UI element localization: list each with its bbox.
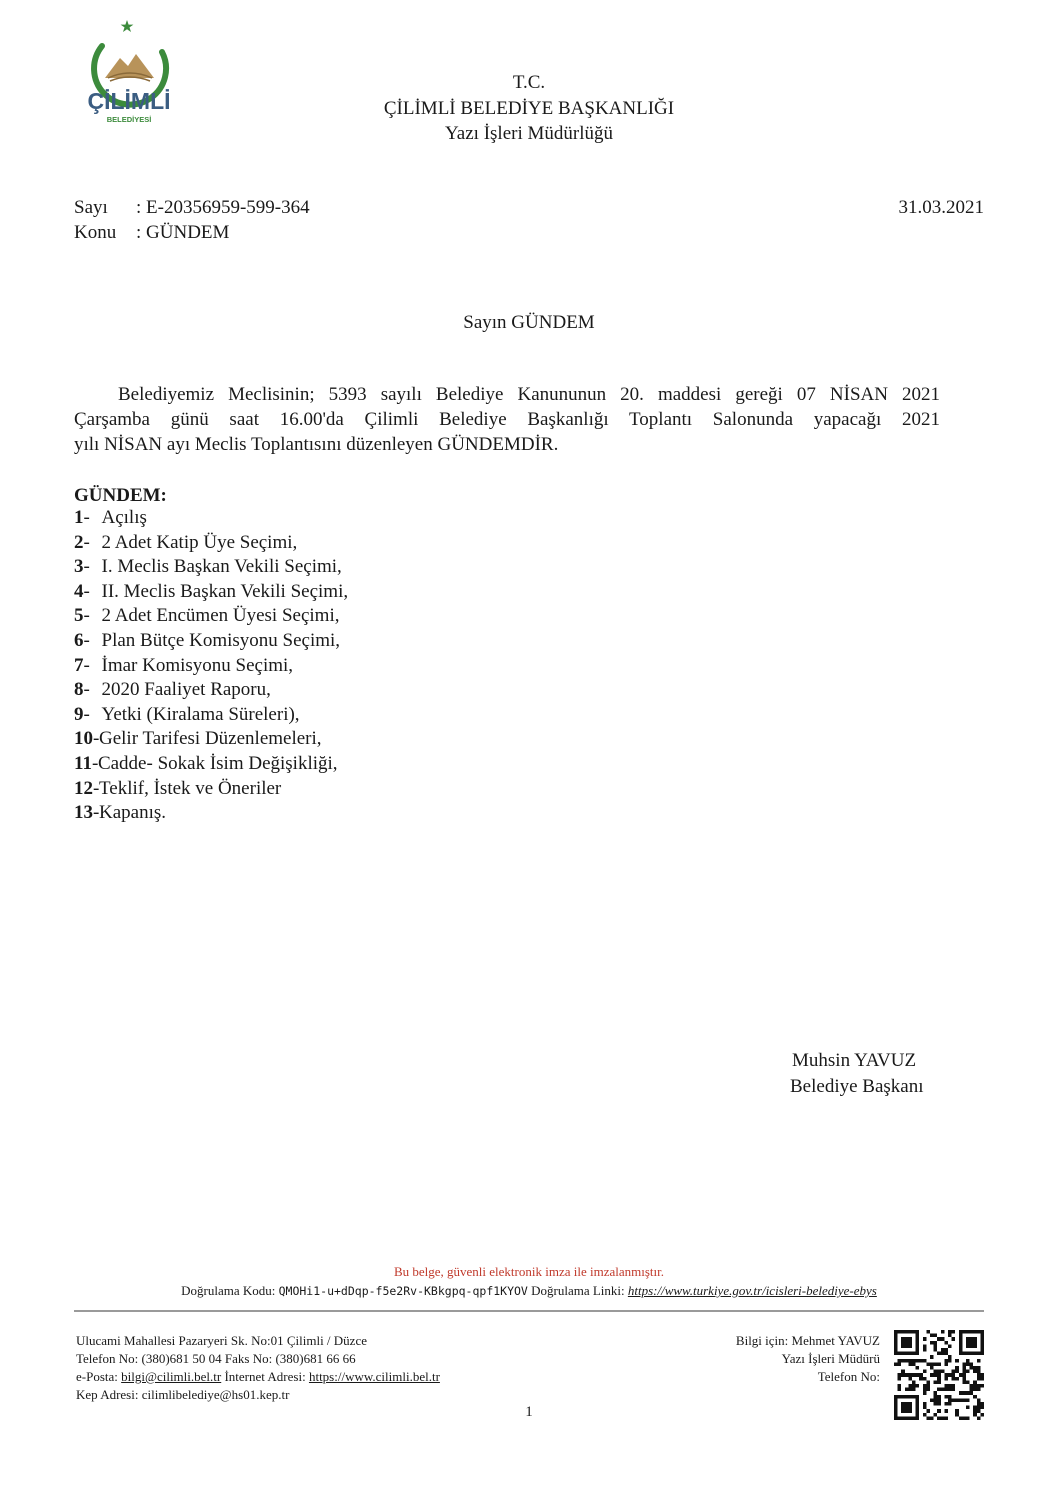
- agenda-item-number: 3: [74, 556, 84, 578]
- verification-link-label: Doğrulama Linki:: [531, 1283, 625, 1298]
- footer-info-phone: Telefon No:: [817, 1369, 880, 1384]
- agenda-item-dash: -: [93, 728, 100, 750]
- agenda-item: [74, 752, 348, 777]
- footer-email-link[interactable]: bilgi@cilimli.bel.tr: [121, 1369, 222, 1384]
- footer-address: Ulucami Mahallesi Pazaryeri Sk. No:01 Çilimli / Düzce: [76, 1333, 367, 1348]
- agenda-item-number: 4: [74, 580, 84, 602]
- agenda-item-dash: -: [93, 777, 100, 799]
- agenda-item-number: 7: [74, 654, 84, 676]
- agenda-item: [74, 777, 348, 802]
- agenda-item-text: Teklif, İstek ve Öneriler: [99, 777, 282, 799]
- footer-info: [736, 1332, 880, 1386]
- agenda-item-dash: -: [91, 752, 99, 774]
- agenda-item: [74, 727, 348, 752]
- verification-line: [0, 1282, 1058, 1300]
- agenda-list: [74, 506, 348, 826]
- footer-kep: Kep Adresi: cilimlibelediye@hs01.kep.tr: [76, 1387, 290, 1402]
- agenda-item-number: 11: [74, 752, 92, 774]
- agenda-item-text: Kapanış.: [99, 802, 167, 824]
- logo-name: ÇİLİMLİ: [87, 88, 171, 114]
- body-line-3: yılı NİSAN ayı Meclis Toplantısını düzenleyen GÜNDEMDİR.: [74, 434, 559, 455]
- agenda-item-text: Açılış: [101, 507, 147, 528]
- agenda-item-dash: -: [83, 531, 90, 553]
- agenda-item-number: 2: [74, 531, 84, 553]
- body-paragraph: [74, 382, 940, 457]
- footer-email-web: [76, 1368, 440, 1386]
- agenda-item-dash: -: [83, 629, 90, 651]
- header-line-3: Yazı İşleri Müdürlüğü: [444, 123, 613, 144]
- agenda-item: [74, 604, 348, 629]
- document-date: 31.03.2021: [898, 197, 984, 218]
- agenda-item: [74, 801, 348, 826]
- agenda-item-text: İmar Komisyonu Seçimi,: [101, 654, 294, 676]
- agenda-item-dash: -: [83, 679, 90, 701]
- konu-value: : GÜNDEM: [136, 222, 230, 243]
- agenda-item-dash: -: [83, 580, 90, 602]
- agenda-item-number: 6: [74, 629, 84, 651]
- agenda-item: [74, 678, 348, 703]
- page-number: 1: [525, 1404, 533, 1420]
- agenda-item-dash: -: [93, 802, 100, 824]
- star-icon: [121, 20, 134, 32]
- footer-divider: [74, 1310, 984, 1312]
- header-line-2: ÇİLİMLİ BELEDİYE BAŞKANLIĞI: [383, 98, 675, 119]
- agenda-item-text: 2 Adet Encümen Üyesi Seçimi,: [101, 605, 340, 627]
- signatory-name: Muhsin YAVUZ: [792, 1050, 917, 1071]
- agenda-item-number: 12: [74, 777, 93, 799]
- agenda-item: [74, 654, 348, 679]
- agenda-item-number: 5: [74, 605, 84, 627]
- agenda-item: [74, 703, 348, 728]
- agenda-item-dash: -: [83, 654, 90, 676]
- body-line-2: Çarşamba günü saat 16.00'da Çilimli Belediye Başkanlığı Toplantı Salonunda yapacağı 2021: [74, 409, 940, 430]
- agenda-title: GÜNDEM:: [74, 485, 167, 506]
- agenda-item-number: 8: [74, 679, 84, 701]
- footer-info-title: Yazı İşleri Müdürü: [781, 1351, 880, 1366]
- agenda-item-text: I. Meclis Başkan Vekili Seçimi,: [101, 556, 342, 578]
- agenda-item-dash: -: [83, 556, 90, 578]
- agenda-item-dash: -: [83, 507, 90, 528]
- footer-info-line: Bilgi için: Mehmet YAVUZ: [735, 1333, 880, 1348]
- agenda-item-number: 1: [74, 507, 84, 528]
- signature-block: [790, 1048, 924, 1100]
- agenda-item: [74, 531, 348, 556]
- agenda-item-text: 2 Adet Katip Üye Seçimi,: [101, 531, 298, 553]
- logo-sub: BELEDİYESİ: [106, 115, 152, 124]
- esign-notice: Bu belge, güvenli elektronik imza ile imzalanmıştır.: [393, 1264, 665, 1279]
- agenda-item-number: 10: [74, 728, 93, 750]
- agenda-item-text: Plan Bütçe Komisyonu Seçimi,: [101, 629, 341, 651]
- agenda-item-text: Yetki (Kiralama Süreleri),: [101, 703, 300, 725]
- footer-email-label: e-Posta:: [76, 1369, 118, 1384]
- agenda-item-text: 2020 Faaliyet Raporu,: [101, 679, 271, 701]
- agenda-item: [74, 629, 348, 654]
- konu-row: [74, 220, 229, 245]
- verification-code-label: Doğrulama Kodu:: [181, 1283, 276, 1298]
- sayi-label: Sayı: [74, 197, 108, 218]
- verification-link[interactable]: https://www.turkiye.gov.tr/icisleri-belediye-ebys: [627, 1283, 877, 1298]
- konu-label: Konu: [74, 222, 117, 243]
- agenda-item: [74, 555, 348, 580]
- signatory-title: Belediye Başkanı: [790, 1076, 924, 1097]
- footer-web-label: İnternet Adresi:: [224, 1369, 306, 1384]
- agenda-item-text: Cadde- Sokak İsim Değişikliği,: [97, 752, 338, 774]
- agenda-item: [74, 580, 348, 605]
- body-line-1: Belediyemiz Meclisinin; 5393 sayılı Belediye Kanununun 20. maddesi gereği 07 NİSAN 2021: [118, 384, 940, 405]
- agenda-item: [74, 506, 348, 531]
- verification-code: QMOHi1-u+dDqp-f5e2Rv-KBkgpq-qpf1KYOV: [278, 1284, 528, 1298]
- salutation: Sayın GÜNDEM: [463, 312, 595, 333]
- agenda-item-dash: -: [83, 605, 90, 627]
- agenda-item-text: II. Meclis Başkan Vekili Seçimi,: [101, 580, 349, 602]
- sayi-row: [74, 195, 310, 220]
- footer-contact: [76, 1332, 440, 1404]
- footer-phone: Telefon No: (380)681 50 04 Faks No: (380)681 66 66: [76, 1351, 356, 1366]
- agenda-item-number: 13: [74, 802, 93, 824]
- header-line-1: T.C.: [512, 72, 546, 93]
- agenda-item-dash: -: [83, 703, 90, 725]
- agenda-item-text: Gelir Tarifesi Düzenlemeleri,: [99, 728, 322, 750]
- agenda-item-number: 9: [74, 703, 84, 725]
- footer-web-link[interactable]: https://www.cilimli.bel.tr: [308, 1369, 440, 1384]
- sayi-value: : E-20356959-599-364: [136, 197, 310, 218]
